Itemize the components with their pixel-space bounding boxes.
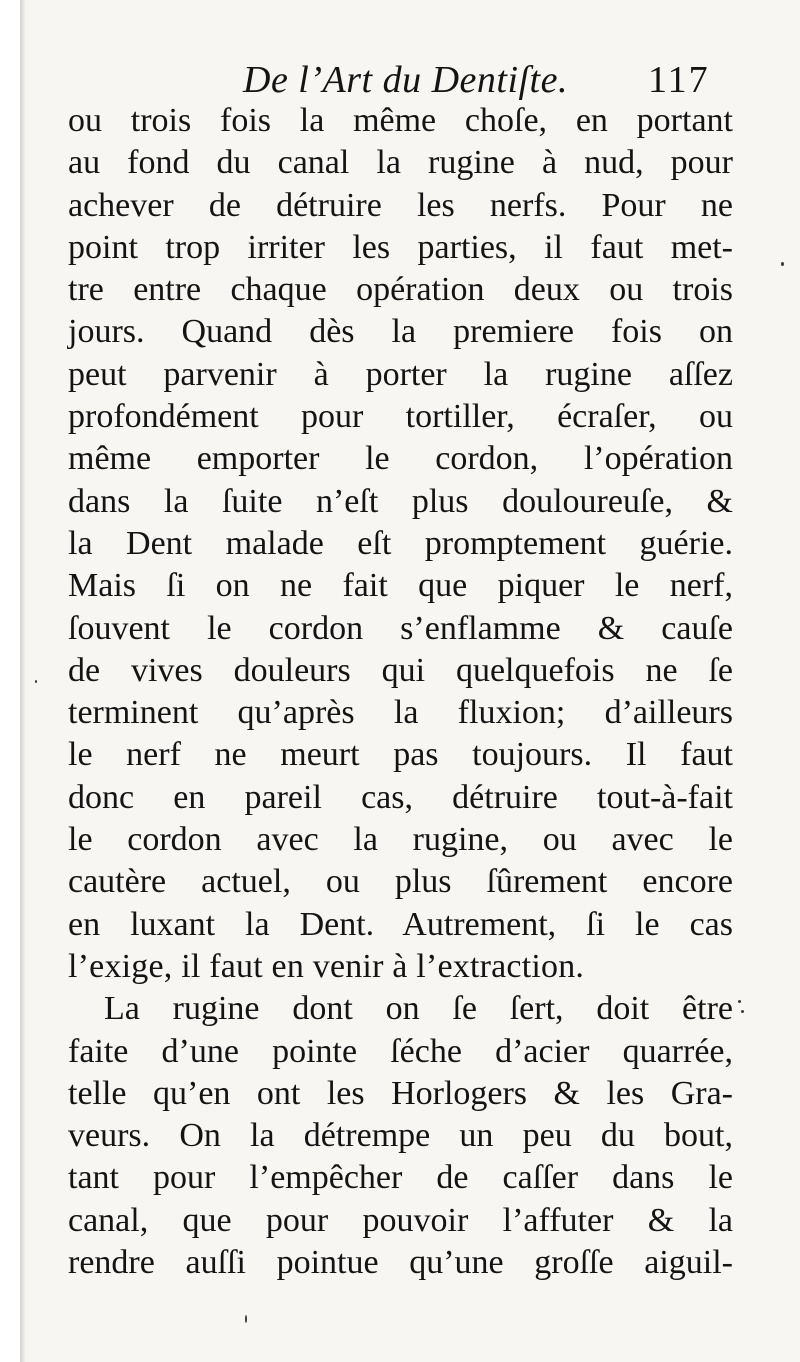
scan-speck xyxy=(781,262,784,266)
text-line: le nerf ne meurt pas toujours. Il faut xyxy=(68,736,733,774)
text-line: rendre auſſi pointue qu’une groſſe aiguil- xyxy=(68,1244,733,1282)
text-line: ſouvent le cordon s’enflamme & cauſe xyxy=(68,609,733,647)
text-line: achever de détruire les nerfs. Pour ne xyxy=(68,186,733,224)
scan-speck xyxy=(738,1000,741,1003)
scan-speck xyxy=(245,1315,247,1323)
text-line: telle qu’en ont les Horlogers & les Gra- xyxy=(68,1074,733,1112)
text-line: tre entre chaque opération deux ou trois xyxy=(68,271,733,309)
text-line: jours. Quand dès la premiere fois on xyxy=(68,313,733,351)
text-line: la Dent malade eſt promptement guérie. xyxy=(68,524,733,562)
text-line: donc en pareil cas, détruire tout-à-fait xyxy=(68,778,733,816)
scan-speck xyxy=(35,680,37,683)
page-number: 117 xyxy=(648,59,710,101)
text-line: point trop irriter les parties, il faut met- xyxy=(68,228,733,266)
scan-speck xyxy=(741,1010,744,1013)
text-body xyxy=(68,100,733,1284)
text-line: tant pour l’empêcher de caſſer dans le xyxy=(68,1159,733,1197)
page-edge-shadow xyxy=(20,0,26,1362)
text-line: terminent qu’après la fluxion; d’ailleurs xyxy=(68,694,733,732)
text-line: le cordon avec la rugine, ou avec le xyxy=(68,821,733,859)
text-line: l’exige, il faut en venir à l’extraction. xyxy=(68,947,585,985)
running-head xyxy=(0,56,800,106)
text-line: même emporter le cordon, l’opération xyxy=(68,440,733,478)
text-line: de vives douleurs qui quelquefois ne ſe xyxy=(68,651,733,689)
text-line: en luxant la Dent. Autrement, ſi le cas xyxy=(68,905,733,943)
text-line: Mais ſi on ne fait que piquer le nerf, xyxy=(68,567,733,605)
text-line: ou trois fois la même choſe, en portant xyxy=(68,102,733,139)
text-line: au fond du canal la rugine à nud, pour xyxy=(68,144,733,182)
text-line: profondément pour tortiller, écraſer, ou xyxy=(68,398,733,436)
text-line: canal, que pour pouvoir l’affuter & la xyxy=(68,1201,733,1239)
text-line: La rugine dont on ſe ſert, doit être xyxy=(104,990,733,1028)
text-line: faite d’une pointe ſéche d’acier quarrée, xyxy=(68,1032,733,1070)
text-line: cautère actuel, ou plus ſûrement encore xyxy=(68,863,733,901)
header-title: De l’Art du Dentiſte. xyxy=(243,59,568,101)
text-line: veurs. On la détrempe un peu du bout, xyxy=(68,1117,733,1155)
text-line: peut parvenir à porter la rugine aſſez xyxy=(68,355,733,393)
text-line: dans la ſuite n’eſt plus douloureuſe, & xyxy=(68,482,733,520)
